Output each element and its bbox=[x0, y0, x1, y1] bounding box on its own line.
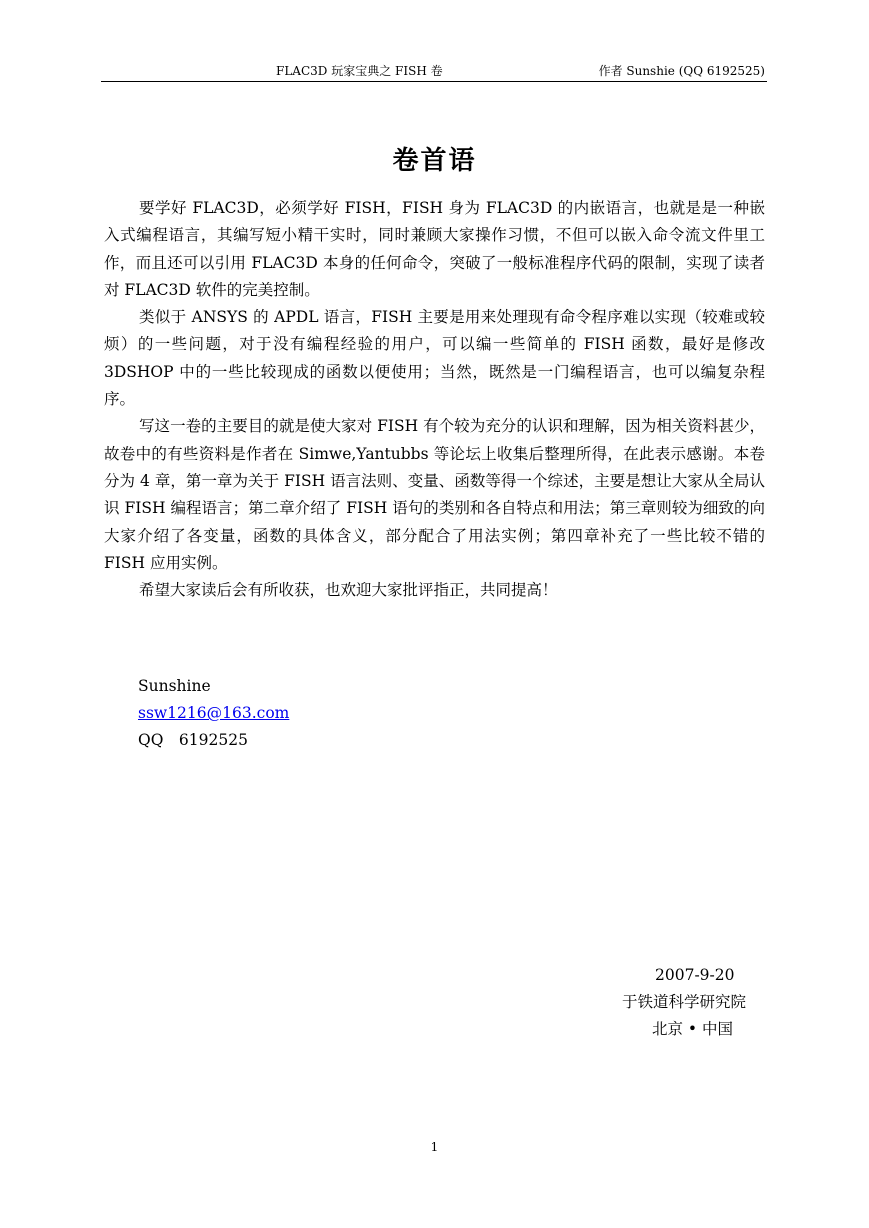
signature-block bbox=[138, 673, 289, 754]
paragraph-3: 写这一卷的主要目的就是使大家对 FISH 有个较为充分的认识和理解，因为相关资料甚少，故卷中的有些资料是作者在 Simwe,Yantubbs 等论坛上收集后整理所得，在此表示感谢。本卷分为 4 章，第一章为关于 FISH 语言法则、变量、函数等得一个综述，主要是想让大家从全局认识 FISH 编程语言；第二章介绍了 FISH 语句的类别和各自特点和用法；第三章则较为细致的向大家介绍了各变量，函数的具体含义，部分配合了用法实例；第四章补充了一些比较不错的 FISH 应用实例。 bbox=[104, 417, 765, 572]
author-name: Sunshine bbox=[138, 677, 211, 695]
page-title: 卷首语 bbox=[392, 146, 477, 176]
page-header bbox=[101, 62, 767, 82]
paragraph-4: 希望大家读后会有所收获，也欢迎大家批评指正，共同提高！ bbox=[139, 581, 558, 600]
page-number: 1 bbox=[430, 1140, 439, 1154]
qq-number: QQ 6192525 bbox=[138, 731, 248, 749]
paragraph-2: 类似于 ANSYS 的 APDL 语言，FISH 主要是用来处理现有命令程序难以实现（较难或较烦）的一些问题，对于没有编程经验的用户，可以编一些简单的 FISH 函数，最好是修改 3DSHOP 中的一些比较现成的函数以便使用；当然，既然是一门编程语言，也可以编复杂程序。 bbox=[104, 308, 765, 409]
dateline-block bbox=[600, 962, 790, 1043]
date: 2007-9-20 bbox=[655, 966, 735, 984]
paragraph-1: 要学好 FLAC3D，必须学好 FISH，FISH 身为 FLAC3D 的内嵌语言，也就是是一种嵌入式编程语言，其编写短小精干实时，同时兼顾大家操作习惯，不但可以嵌入命令流文件里工作，而且还可以引用 FLAC3D 本身的任何命令，突破了一般标准程序代码的限制，实现了读者对 FLAC3D 软件的完美控制。 bbox=[104, 199, 765, 299]
preface-body bbox=[104, 195, 765, 604]
place: 北京 • 中国 bbox=[652, 1020, 733, 1038]
organization: 于铁道科学研究院 bbox=[622, 993, 747, 1011]
header-book-title: FLAC3D 玩家宝典之 FISH 卷 bbox=[276, 64, 443, 78]
email-link[interactable]: ssw1216@163.com bbox=[138, 704, 290, 722]
header-author: 作者 Sunshie (QQ 6192525) bbox=[598, 64, 765, 78]
